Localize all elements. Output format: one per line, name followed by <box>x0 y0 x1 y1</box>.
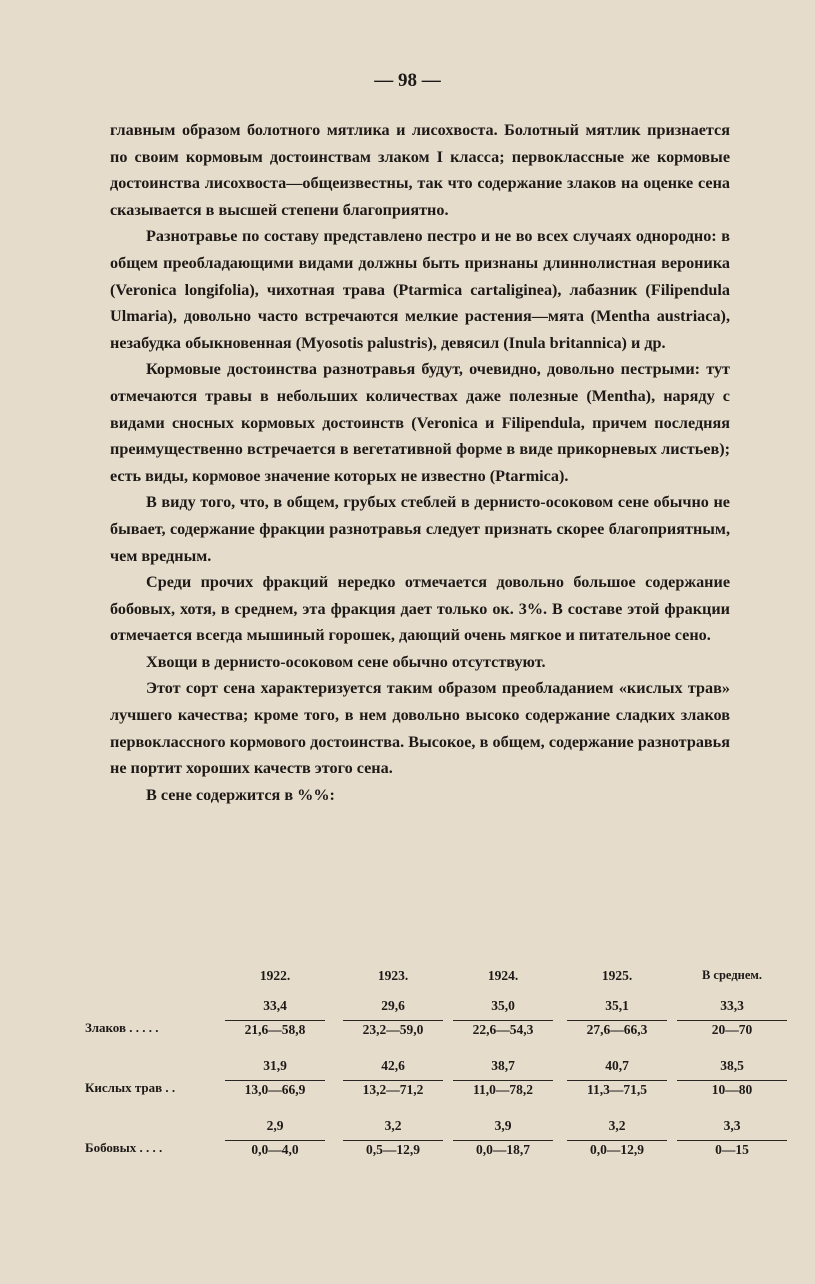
paragraph: Среди прочих фракций нередко отмечается довольно большое содержание бобовых, хотя, в среднем, эта фракция дает только ок. 3%. В составе этой фракции отмечается всегда мышиный горошек, дающий очень мягкое и питательное сено. <box>110 573 730 645</box>
mean-value: 35,0 <box>491 998 515 1013</box>
mean-value: 29,6 <box>381 998 405 1013</box>
row-label: Бобовых . . . . <box>85 1140 163 1155</box>
body-text <box>110 117 730 808</box>
mean-value: 40,7 <box>605 1058 629 1073</box>
column-header-1924: 1924. <box>487 968 519 983</box>
paragraph: главным образом болотного мятлика и лисохвоста. Болотный мятлик признается по своим кормовым достоинствам злаком I класса; первоклассные же кормовые достоинства лисохвоста—общеизвестны, так что содержание злаков на оценке сена сказывается в высшей степени благоприятно. <box>110 121 730 219</box>
range-value: 13,2—71,2 <box>343 1080 443 1098</box>
mean-value: 31,9 <box>263 1058 287 1073</box>
paragraph: Этот сорт сена характеризуется таким образом преобладанием «кислых трав» лучшего качества; кроме того, в нем довольно высоко содержание сладких злаков первоклассного кормового достоинства. Высокое, в общем, содержание разнотравья не портит хороших качеств этого сена. <box>110 679 730 778</box>
mean-value: 33,3 <box>720 998 744 1013</box>
mean-value: 3,3 <box>723 1118 741 1133</box>
range-value: 20—70 <box>677 1020 787 1038</box>
range-value: 13,0—66,9 <box>225 1080 325 1098</box>
column-header-1925: 1925. <box>601 968 633 983</box>
range-value: 11,0—78,2 <box>453 1080 553 1098</box>
mean-value: 3,9 <box>494 1118 512 1133</box>
column-header-1922: 1922. <box>259 968 291 983</box>
table-row <box>85 1118 755 1178</box>
mean-value: 3,2 <box>608 1118 626 1133</box>
range-value: 11,3—71,5 <box>567 1080 667 1098</box>
paragraph: В сене содержится в %%: <box>146 785 335 804</box>
mean-value: 33,4 <box>263 998 287 1013</box>
table-header <box>85 968 763 998</box>
range-value: 22,6—54,3 <box>453 1020 553 1038</box>
range-value: 21,6—58,8 <box>225 1020 325 1038</box>
mean-value: 3,2 <box>384 1118 402 1133</box>
range-value: 27,6—66,3 <box>567 1020 667 1038</box>
mean-value: 38,5 <box>720 1058 744 1073</box>
composition-table <box>85 968 763 1178</box>
row-label: Кислых трав . . <box>85 1080 176 1095</box>
range-value: 10—80 <box>677 1080 787 1098</box>
paragraph: В виду того, что, в общем, грубых стеблей в дернисто-осоковом сене обычно не бывает, содержание фракции разнотравья следует признать скорее благоприятным, чем вредным. <box>110 493 730 565</box>
range-value: 0,0—4,0 <box>225 1140 325 1158</box>
page-number: — 98 — <box>374 70 441 91</box>
range-value: 23,2—59,0 <box>343 1020 443 1038</box>
mean-value: 42,6 <box>381 1058 405 1073</box>
paragraph: Хвощи в дернисто-осоковом сене обычно отсутствуют. <box>146 652 546 671</box>
table-row <box>85 1058 755 1118</box>
range-value: 0—15 <box>677 1140 787 1158</box>
paragraph: Разнотравье по составу представлено пестро и не во всех случаях однородно: в общем преобладающими видами должны быть признаны длиннолистная вероника (Veronica longifolia), чихотная трава (Ptarmica cartaliginea), лабазник (Filipendula Ulmaria), довольно часто встречаются мелкие растения—мята (Mentha austriaca), незабудка обыкновенная (Myosotis palustris), девясил (Inula britannica) и др. <box>110 227 730 352</box>
range-value: 0,0—18,7 <box>453 1140 553 1158</box>
mean-value: 38,7 <box>491 1058 515 1073</box>
table-row <box>85 998 755 1058</box>
mean-value: 35,1 <box>605 998 629 1013</box>
row-label: Злаков . . . . . <box>85 1020 159 1035</box>
range-value: 0,5—12,9 <box>343 1140 443 1158</box>
column-header-1923: 1923. <box>377 968 409 983</box>
range-value: 0,0—12,9 <box>567 1140 667 1158</box>
paragraph: Кормовые достоинства разнотравья будут, очевидно, довольно пестрыми: тут отмечаются травы в небольших количествах даже полезные (Mentha), наряду с видами сносных кормовых достоинств (Veronica и Filipendula, причем последняя преимущественно встречается в вегетативной форме в виде прикорневых листьев); есть виды, кормовое значение которых не известно (Ptarmica). <box>110 360 730 485</box>
column-header-average: В среднем. <box>701 968 763 982</box>
mean-value: 2,9 <box>266 1118 284 1133</box>
